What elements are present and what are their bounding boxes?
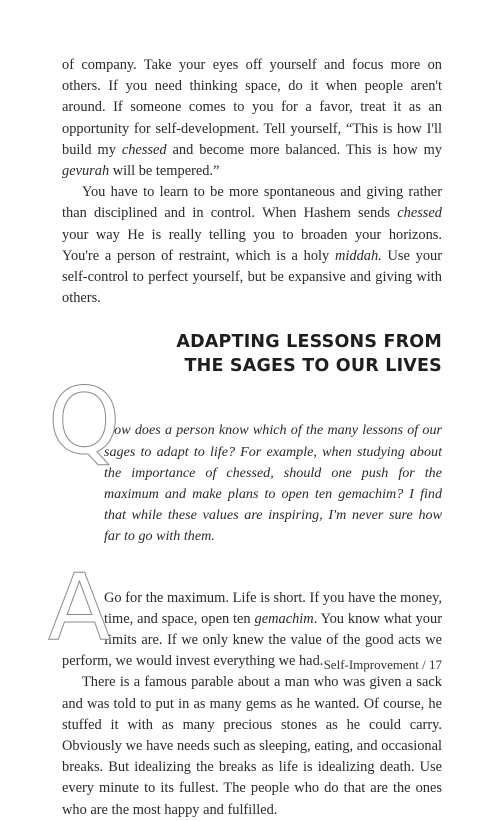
term-gemachim: gemachim	[254, 610, 314, 627]
question-dropcap: Q	[48, 368, 121, 476]
question-text: How does a person know which of the many lessons of our sages to adapt to life? For example, when studying about the importance of chessed, should one push for the maximum and make plans to open ten gemachim? I find that while these values are inspiring, I'm never sure how far to go with them.	[104, 422, 442, 545]
term-middah: middah.	[334, 247, 382, 264]
paragraph-1-text-c: will be tempered.”	[109, 163, 220, 180]
answer-dropcap: A	[48, 553, 111, 661]
book-page	[48, 55, 442, 821]
paragraph-2-text-a: You have to learn to be more spontaneous and giving rather than disciplined and in control. When Hashem sends	[62, 184, 442, 222]
answer-text-a: Go for the maximum. Life is short. If you have the money, time, and space, open ten	[104, 589, 442, 627]
term-chessed: chessed	[121, 141, 167, 158]
paragraph-1-text-a: of company. Take your eyes off yourself and focus more on others. If you need thinking space, do it when people aren't around. If someone comes to you for a favor, treat it as an opportunity for self-development. Tell yourself, “This is how I'll build my	[62, 57, 442, 158]
section-heading-line-1: ADAPTING LESSONS FROM	[176, 332, 442, 353]
section-heading-line-2: THE SAGES TO OUR LIVES	[184, 356, 442, 377]
term-gevurah: gevurah	[62, 163, 110, 180]
paragraph-1	[62, 55, 442, 182]
paragraph-1-text-b: and become more balanced. This is how my	[166, 141, 442, 158]
paragraph-3: There is a famous parable about a man who was given a sack and was told to put in as many gems as he wanted. Of course, he stuffed it with as many precious stones as he could carry. Obviously we have needs such as sleeping, eating, and occasional breaks. But idealizing the breaks as life is idealizing death. Use every minute to its fullest. The people who do that are the ones who are the most happy and fulfilled.	[62, 674, 442, 818]
answer-text-b: . You know what your limits are. If we only knew the value of the good acts we perform, we would invest everything we had.	[62, 610, 442, 670]
page-footer: Self-Improvement / 17	[323, 657, 442, 672]
paragraph-2-text-c: Use your self-control to perfect yourself, but be expansive and giving with others.	[62, 247, 442, 307]
paragraph-2-text-b: your way He is really telling you to broaden your horizons. You're a person of restraint, which is a holy	[62, 226, 442, 264]
paragraph-2	[62, 182, 442, 309]
question-block	[48, 368, 442, 547]
term-chessed-2: chessed	[397, 205, 442, 222]
